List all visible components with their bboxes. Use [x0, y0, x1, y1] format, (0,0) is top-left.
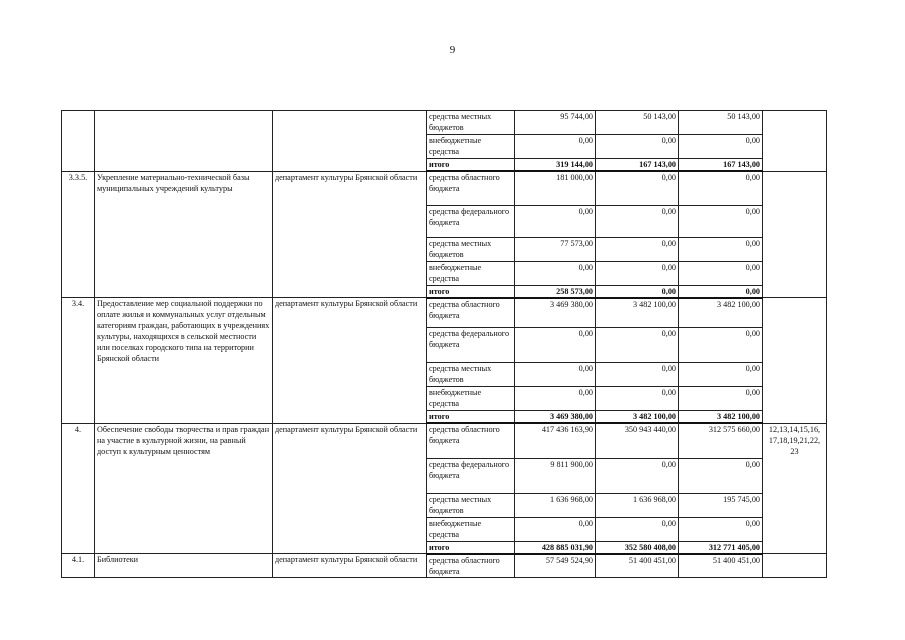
cell-value: 312 771 405,00 — [679, 541, 763, 554]
cell-value: 0,00 — [515, 363, 596, 387]
cell-value: 0,00 — [596, 205, 679, 237]
budget-table — [61, 110, 827, 578]
cell-value: 0,00 — [515, 328, 596, 363]
cell-exec: департамент культуры Брянской области — [273, 171, 427, 298]
table-row — [62, 111, 827, 135]
cell-value: 0,00 — [515, 135, 596, 159]
cell-fund: средства областного бюджета — [427, 423, 515, 458]
table-row — [62, 554, 827, 578]
cell-value: 95 744,00 — [515, 111, 596, 135]
cell-exec — [273, 111, 427, 172]
table-row — [62, 298, 827, 328]
cell-value: 417 436 163,90 — [515, 423, 596, 458]
cell-value: 319 144,00 — [515, 159, 596, 172]
cell-value: 312 575 660,00 — [679, 423, 763, 458]
cell-fund: средства местных бюджетов — [427, 111, 515, 135]
cell-value: 0,00 — [679, 237, 763, 261]
cell-indicators — [763, 554, 827, 578]
cell-indicators — [763, 298, 827, 424]
cell-fund: итого — [427, 285, 515, 298]
cell-value: 181 000,00 — [515, 171, 596, 205]
cell-fund: внебюджетные средства — [427, 387, 515, 411]
cell-value: 0,00 — [596, 261, 679, 285]
cell-value: 50 143,00 — [679, 111, 763, 135]
page-number: 9 — [449, 44, 456, 56]
cell-value: 0,00 — [596, 517, 679, 541]
cell-value: 0,00 — [596, 458, 679, 493]
table-row — [62, 171, 827, 205]
cell-fund: средства местных бюджетов — [427, 363, 515, 387]
cell-fund: итого — [427, 159, 515, 172]
cell-name: Укрепление материально-технической базы муниципальных учреждений культуры — [95, 171, 273, 298]
cell-value: 0,00 — [596, 328, 679, 363]
cell-value: 0,00 — [596, 135, 679, 159]
cell-fund: средства областного бюджета — [427, 171, 515, 205]
cell-fund: итого — [427, 541, 515, 554]
cell-value: 9 811 900,00 — [515, 458, 596, 493]
cell-value: 258 573,00 — [515, 285, 596, 298]
cell-value: 3 482 100,00 — [679, 411, 763, 424]
cell-value: 0,00 — [679, 135, 763, 159]
cell-value: 1 636 968,00 — [515, 493, 596, 517]
cell-value: 352 580 408,00 — [596, 541, 679, 554]
cell-exec: департамент культуры Брянской области — [273, 298, 427, 424]
cell-exec: департамент культуры Брянской области — [273, 554, 427, 578]
cell-value: 0,00 — [679, 261, 763, 285]
table-row — [62, 423, 827, 458]
cell-value: 50 143,00 — [596, 111, 679, 135]
cell-fund: средства областного бюджета — [427, 554, 515, 578]
cell-indicators — [763, 171, 827, 298]
cell-name: Предоставление мер социальной поддержки по оплате жилья и коммунальных услуг отдельным категориям граждан, работающих в учреждениях культуры, находящихся в сельской местности или поселках городского типа на территории Брянской области — [95, 298, 273, 424]
cell-value: 0,00 — [679, 205, 763, 237]
cell-value: 0,00 — [515, 387, 596, 411]
cell-value: 3 469 380,00 — [515, 411, 596, 424]
cell-value: 195 745,00 — [679, 493, 763, 517]
cell-value: 167 143,00 — [596, 159, 679, 172]
cell-no: 3.4. — [62, 298, 95, 424]
cell-fund: средства федерального бюджета — [427, 328, 515, 363]
cell-fund: средства федерального бюджета — [427, 205, 515, 237]
cell-value: 350 943 440,00 — [596, 423, 679, 458]
cell-value: 57 549 524,90 — [515, 554, 596, 578]
cell-value: 0,00 — [515, 261, 596, 285]
cell-value: 0,00 — [679, 328, 763, 363]
cell-value: 0,00 — [596, 387, 679, 411]
cell-value: 51 400 451,00 — [596, 554, 679, 578]
cell-fund: внебюджетные средства — [427, 261, 515, 285]
cell-exec: департамент культуры Брянской области — [273, 423, 427, 554]
cell-value: 51 400 451,00 — [679, 554, 763, 578]
cell-fund: средства местных бюджетов — [427, 493, 515, 517]
cell-value: 1 636 968,00 — [596, 493, 679, 517]
cell-fund: итого — [427, 411, 515, 424]
cell-fund: средства федерального бюджета — [427, 458, 515, 493]
cell-no: 4.1. — [62, 554, 95, 578]
cell-fund: внебюджетные средства — [427, 135, 515, 159]
cell-name — [95, 111, 273, 172]
cell-value: 428 885 031,90 — [515, 541, 596, 554]
cell-value: 0,00 — [515, 517, 596, 541]
cell-value: 77 573,00 — [515, 237, 596, 261]
cell-indicators: 12,13,14,15,16, 17,18,19,21,22, 23 — [763, 423, 827, 554]
cell-value: 3 482 100,00 — [679, 298, 763, 328]
cell-value: 0,00 — [679, 458, 763, 493]
cell-value: 0,00 — [596, 285, 679, 298]
cell-value: 3 482 100,00 — [596, 411, 679, 424]
cell-value: 0,00 — [679, 517, 763, 541]
cell-value: 0,00 — [596, 363, 679, 387]
cell-value: 0,00 — [679, 171, 763, 205]
cell-value: 0,00 — [596, 237, 679, 261]
cell-value: 0,00 — [596, 171, 679, 205]
cell-value: 0,00 — [679, 387, 763, 411]
cell-no: 3.3.5. — [62, 171, 95, 298]
cell-name: Обеспечение свободы творчества и прав граждан на участие в культурной жизни, на равный доступ к культурным ценностям — [95, 423, 273, 554]
cell-value: 3 482 100,00 — [596, 298, 679, 328]
cell-value: 167 143,00 — [679, 159, 763, 172]
cell-fund: средства областного бюджета — [427, 298, 515, 328]
cell-fund: средства местных бюджетов — [427, 237, 515, 261]
cell-value: 0,00 — [679, 363, 763, 387]
cell-value: 0,00 — [679, 285, 763, 298]
cell-no: 4. — [62, 423, 95, 554]
cell-fund: внебюджетные средства — [427, 517, 515, 541]
cell-value: 0,00 — [515, 205, 596, 237]
cell-name: Библиотеки — [95, 554, 273, 578]
cell-value: 3 469 380,00 — [515, 298, 596, 328]
cell-no — [62, 111, 95, 172]
cell-indicators — [763, 111, 827, 172]
